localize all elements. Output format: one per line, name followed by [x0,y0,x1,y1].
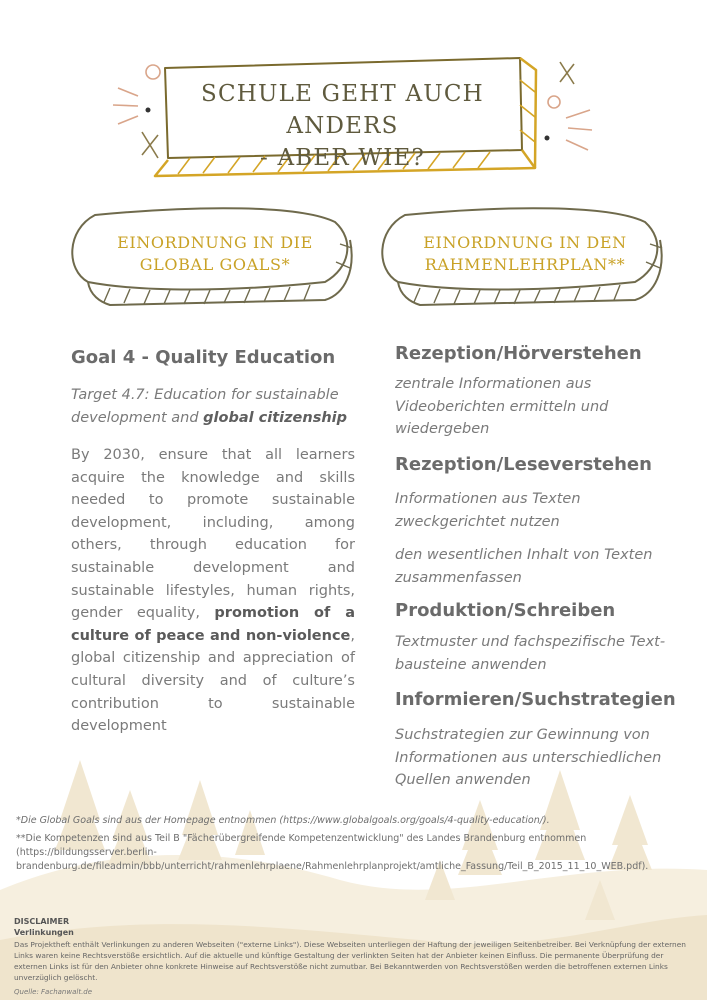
pill-left-line-2: GLOBAL GOALS* [139,255,291,274]
title-line-2: - ABER WIE? [259,145,426,171]
goal-heading: Goal 4 - Quality Education [71,347,336,368]
heading-leseverstehen: Rezeption/Leseverstehen [395,454,652,475]
title-line-1: SCHULE GEHT AUCH ANDERS [201,81,484,139]
target-text [71,384,355,430]
text-leseverstehen-1: Informationen aus Texten zweckgerichtet nutzen [395,491,581,530]
heading-hoerverstehen: Rezeption/Hörverstehen [395,343,642,364]
goal-body-part2: , global citizenship and appreciation of cultural diversity and of culture’s contribution to sustainable development [71,627,355,735]
page-title [170,78,515,174]
heading-suchstrategien: Informieren/Suchstrategien [395,689,676,710]
global-goals-label [90,232,340,276]
disclaimer-body: Das Projektheft enthält Verlinkungen zu anderen Webseiten ("externe Links"). Diese Webseiten unterliegen der Haftung der jeweiligen Seitenbetreiber. Bei Verknüpfung der externen Links waren keine Rechtsverstöße ersichtlich. Auf die aktuelle und künftige Gestaltung der verlinkten Seiten hat der Anbieter keinen Einfluss. Die permanente Überprüfung der externen Links ist für den Anbieter ohne konkrete Hinweise auf Rechtsverstöße nicht zumutbar. Bei Bekanntwerden von Rechtsverstößen werden die betroffenen externen Links unverzüglich gelöscht. [14,940,686,982]
pill-right-line-2: RAHMENLEHRPLAN** [424,255,626,274]
target-bold: global citizenship [203,410,348,426]
target-prefix: Target 4.7: Education for sustainable development and [71,387,339,426]
rahmenlehrplan-label [400,232,650,276]
disclaimer-subtitle: Verlinkungen [14,928,74,937]
disclaimer-source: Quelle: Fachanwalt.de [14,988,93,996]
text-suchstrategien: Suchstrategien zur Gewinnung von Informationen aus unterschiedlichen Quellen anwenden [395,727,662,789]
goal-body-bold: promotion of a culture of peace and non-violence [71,605,355,644]
pill-right-line-1: EINORDNUNG IN DEN [423,233,627,252]
pill-left-line-1: EINORDNUNG IN DIE [117,233,313,252]
footnote-kompetenzen: **Die Kompetenzen sind aus Teil B "Fächerübergreifende Kompetenzentwicklung" des Landes Brandenburg entnommen (https://bildungsserver.berlin-brandenburg.de/fileadmin/bbb/unterricht/rahmenlehrplaene/Rahmenlehrplanprojekt/amtliche_Fassung/Teil_B_2015_11_10_WEB.pdf). [16,833,649,872]
disclaimer-title: DISCLAIMER [14,917,70,926]
heading-schreiben: Produktion/Schreiben [395,600,616,621]
goal-body [71,444,355,738]
footnote-global-goals: *Die Global Goals sind aus der Homepage entnommen (https://www.globalgoals.org/goals/4-quality-education/). [16,815,550,826]
text-hoerverstehen: zentrale Informationen aus Videoberichten ermitteln und wiedergeben [395,376,609,438]
text-schreiben: Textmuster und fachspezifische Text-bausteine anwenden [395,634,666,673]
goal-body-part1: By 2030, ensure that all learners acquire the knowledge and skills needed to promote sustainable development, including, among others, through education for sustainable development and sustainable lifestyles, human rights, gender equality, [71,447,355,622]
text-leseverstehen-2: den wesentlichen Inhalt von Texten zusammenfassen [395,547,653,586]
